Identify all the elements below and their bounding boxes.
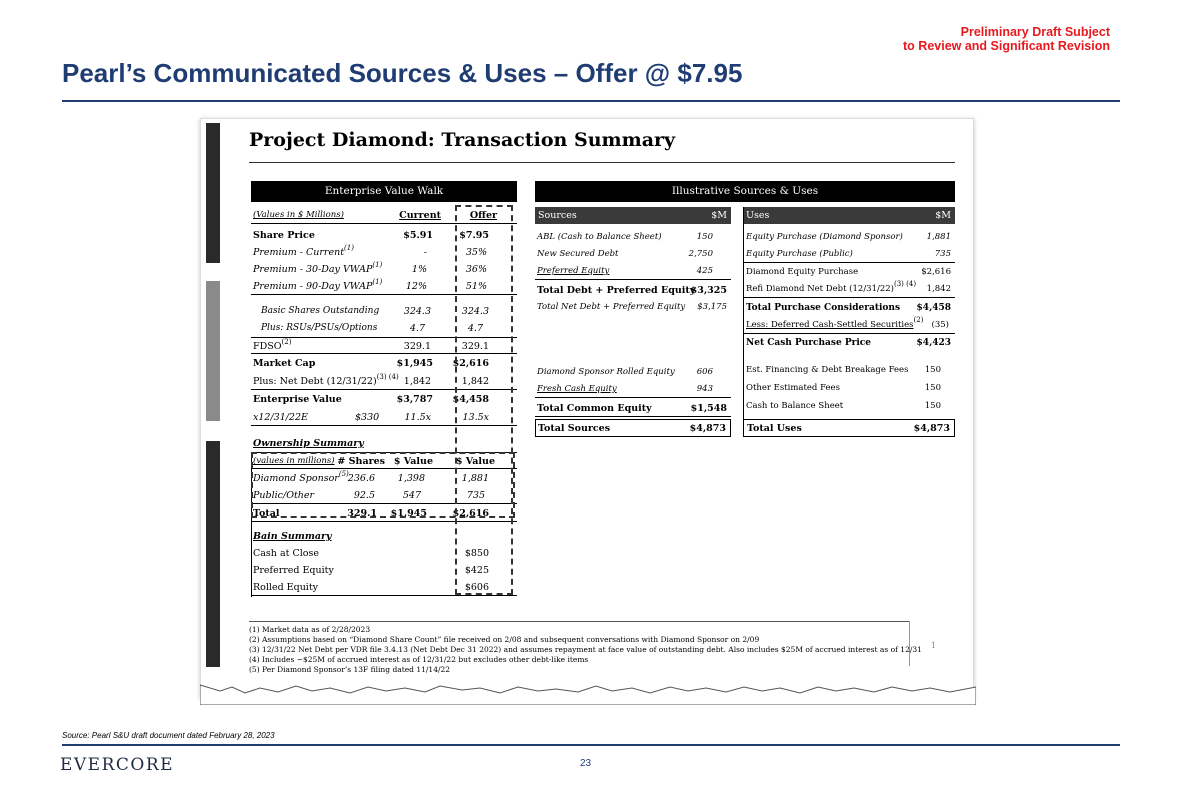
torn-edge	[200, 679, 976, 705]
net-cash-row	[743, 335, 955, 352]
row-offer: 51%	[465, 281, 487, 292]
source-note: Source: Pearl S&U draft document dated February 28, 2023	[62, 731, 275, 740]
row-value: $4,873	[689, 423, 726, 434]
row-current: 1,842	[403, 376, 431, 387]
row-offer: $4,458	[452, 394, 489, 405]
row-value: 943	[696, 384, 713, 394]
row-shares: 92.5	[353, 490, 375, 501]
use-row	[743, 229, 955, 246]
footer-divider	[62, 744, 1120, 746]
total-common-equity-row	[535, 400, 731, 417]
source-row	[535, 229, 731, 246]
row-label: Total	[253, 508, 280, 519]
footnote-ref: (1)	[344, 244, 354, 252]
row-label: Enterprise Value	[253, 394, 342, 405]
row-label: Less: Deferred Cash-Settled Securities	[746, 320, 914, 330]
use-row	[743, 281, 955, 298]
row-value: 1,881	[926, 232, 951, 242]
total-sources-box	[535, 419, 731, 437]
footnote-ref: (3) (4)	[894, 280, 917, 288]
row-label: Net Cash Purchase Price	[746, 338, 871, 348]
doc-page-number: 1	[931, 641, 937, 650]
row-offer: $2,616	[452, 358, 489, 369]
row-current: 329.1	[403, 341, 431, 352]
row-current: $5.91	[403, 230, 433, 241]
footnotes	[249, 625, 922, 675]
row-value: $3,175	[697, 302, 727, 312]
ownership-title: Ownership Summary	[253, 438, 364, 449]
row-offer: 324.3	[461, 306, 489, 317]
page-number: 23	[580, 758, 592, 769]
source-row	[535, 263, 731, 280]
uses-label: Uses	[746, 210, 770, 221]
row-current: 12%	[405, 281, 427, 292]
row-label: Total Net Debt + Preferred Equity	[537, 302, 686, 312]
row-value: $1,945	[390, 508, 427, 519]
row-current: 4.7	[409, 323, 425, 334]
row-value: 1,398	[397, 473, 425, 484]
row-current: 324.3	[403, 306, 431, 317]
footnote-ref: (1)	[372, 278, 383, 286]
footnote-ref: (5)	[338, 470, 349, 478]
row-value: $4,873	[913, 423, 950, 434]
row-label: Total Uses	[747, 423, 802, 434]
row-label: Diamond Sponsor Rolled Equity	[537, 367, 675, 377]
row-label: Premium - 30-Day VWAP	[253, 264, 373, 275]
row-offer: 329.1	[461, 341, 489, 352]
binder-bar	[206, 123, 220, 263]
footnote: (4) Includes ~$25M of accrued interest as of 12/31/22 but excludes other debt-like items	[249, 655, 589, 664]
sources-label: Sources	[538, 210, 577, 221]
col-label: (values in millions)	[253, 456, 335, 466]
row-label: Diamond Sponsor	[253, 473, 339, 484]
row-offer: 35%	[465, 247, 487, 258]
col-value-offer: $ Value	[455, 456, 495, 467]
col-current: Current	[399, 210, 441, 221]
total-net-debt-row	[535, 299, 731, 316]
row-label: Plus: RSUs/PSUs/Options	[261, 323, 378, 333]
row-value: 735	[934, 249, 951, 259]
row-label: Equity Purchase (Public)	[746, 249, 853, 259]
equity-row	[535, 381, 731, 398]
total-purchase-row	[743, 300, 955, 317]
row-label: Other Estimated Fees	[746, 383, 840, 393]
sources-table	[535, 227, 731, 437]
row-label: x12/31/22E	[253, 412, 308, 423]
unit-label: $M	[935, 210, 951, 221]
use-row	[743, 246, 955, 263]
row-value: 1,842	[926, 284, 951, 294]
title-divider	[62, 100, 1120, 102]
draft-notice	[903, 25, 1110, 53]
row-value: 150	[924, 365, 941, 375]
row-label: Preferred Equity	[253, 565, 334, 576]
row-value: 425	[696, 266, 713, 276]
row-label: Total Common Equity	[537, 403, 652, 414]
col-shares: # Shares	[337, 456, 385, 467]
footnote: (1) Market data as of 2/28/2023	[249, 625, 371, 634]
col-offer: Offer	[469, 210, 497, 221]
row-offer: 735	[466, 490, 485, 501]
footnote-ref: (2)	[281, 338, 292, 346]
equity-row	[535, 364, 731, 381]
row-value: 2,750	[688, 249, 713, 259]
row-value: $4,458	[916, 303, 951, 313]
evercore-logo: EVERCORE	[60, 755, 175, 775]
row-offer: 4.7	[467, 323, 483, 334]
row-current: -	[423, 247, 427, 258]
document-excerpt	[200, 118, 974, 698]
row-current: $3,787	[396, 394, 433, 405]
total-uses-row	[744, 420, 954, 437]
row-label: FDSO	[253, 341, 282, 352]
footnote: (3) 12/31/22 Net Debt per VDR file 3.4.13 (Net Debt Dec 31 2022) and assumes repayment at face value of outstanding debt. Also includes $25M of accrued interest as of 12/31	[249, 645, 922, 654]
row-label: Refi Diamond Net Debt (12/31/22)	[746, 284, 894, 294]
row-offer: 36%	[465, 264, 487, 275]
row-value: $1,548	[690, 403, 727, 414]
row-label: Fresh Cash Equity	[537, 384, 617, 394]
row-value: $425	[464, 565, 489, 576]
unit-label: $M	[711, 210, 727, 221]
ownership-highlight	[251, 452, 515, 518]
row-label: Cash at Close	[253, 548, 319, 559]
row-value: $2,616	[921, 267, 951, 277]
row-offer: 13.5x	[462, 412, 489, 423]
row-label: Market Cap	[253, 358, 316, 369]
row-label: Share Price	[253, 230, 315, 241]
row-label: Est. Financing & Debt Breakage Fees	[746, 365, 909, 375]
row-offer: $7.95	[459, 230, 489, 241]
footnote: (2) Assumptions based on “Diamond Share Count” file received on 2/08 and subsequent conversations with Diamond Sponsor on 2/09	[249, 635, 760, 644]
sources-col-header	[535, 207, 731, 224]
row-value: 547	[402, 490, 421, 501]
row-label: ABL (Cash to Balance Sheet)	[537, 232, 662, 242]
footnote: (5) Per Diamond Sponsor’s 13F filing dated 11/14/22	[249, 665, 451, 674]
row-label: Premium - 90-Day VWAP	[253, 281, 373, 292]
row-label: New Secured Debt	[537, 249, 619, 259]
row-label: Rolled Equity	[253, 582, 319, 593]
fee-row	[743, 398, 955, 415]
row-label: Preferred Equity	[537, 266, 610, 276]
su-header: Illustrative Sources & Uses	[535, 181, 955, 202]
use-row	[743, 264, 955, 281]
row-ebitda: $330	[355, 412, 380, 423]
doc-title-rule	[249, 162, 955, 163]
total-debt-row	[535, 282, 731, 299]
col-value: $ Value	[393, 456, 433, 467]
doc-title: Project Diamond: Transaction Summary	[249, 129, 676, 151]
row-label: Premium - Current	[253, 247, 345, 258]
row-offer: 1,842	[461, 376, 489, 387]
slide-title: Pearl’s Communicated Sources & Uses – Offer @ $7.95	[62, 58, 743, 88]
source-row	[535, 246, 731, 263]
row-label: Diamond Equity Purchase	[746, 267, 859, 277]
bain-title: Bain Summary	[253, 531, 332, 542]
row-shares: 329.1	[347, 508, 377, 519]
footnote-ref: (1)	[372, 261, 383, 269]
row-label: Total Purchase Considerations	[746, 303, 901, 313]
row-value: $850	[464, 548, 489, 559]
row-shares: 236.6	[347, 473, 375, 484]
row-value: 606	[696, 367, 713, 377]
row-value: 150	[696, 232, 713, 242]
row-label: Total Debt + Preferred Equity	[537, 285, 696, 296]
row-value: $4,423	[916, 338, 951, 348]
row-value: 150	[924, 383, 941, 393]
binder-bar	[206, 441, 220, 667]
row-value: (35)	[931, 320, 949, 330]
row-value: $606	[464, 582, 489, 593]
row-offer: $2,616	[452, 508, 489, 519]
total-sources-row	[536, 420, 730, 437]
total-uses-box	[743, 419, 955, 437]
row-label: Plus: Net Debt (12/31/22)	[253, 376, 377, 387]
fee-row	[743, 362, 955, 379]
footnote-ref: (2)	[913, 316, 924, 324]
row-label: Cash to Balance Sheet	[746, 401, 844, 411]
row-value: 150	[924, 401, 941, 411]
uses-table	[743, 227, 955, 437]
uses-col-header	[743, 207, 955, 224]
row-label: Basic Shares Outstanding	[261, 306, 380, 316]
row-label: Total Sources	[538, 423, 611, 434]
draft-line-1: Preliminary Draft Subject	[960, 25, 1110, 39]
offer-column-highlight	[455, 205, 513, 595]
row-current: 1%	[411, 264, 427, 275]
row-current: $1,945	[396, 358, 433, 369]
footnote-divider	[249, 621, 909, 622]
draft-line-2: to Review and Significant Revision	[903, 39, 1110, 53]
col-label: (Values in $ Millions)	[253, 210, 344, 220]
row-label: Equity Purchase (Diamond Sponsor)	[746, 232, 903, 242]
less-deferred-row	[743, 317, 955, 334]
fee-row	[743, 380, 955, 397]
binder-bar	[206, 281, 220, 421]
row-value: $3,325	[690, 285, 727, 296]
row-current: 11.5x	[404, 412, 431, 423]
row-offer: 1,881	[461, 473, 489, 484]
row-label: Public/Other	[253, 490, 315, 501]
footnote-ref: (3) (4)	[376, 373, 399, 381]
ev-walk-header: Enterprise Value Walk	[251, 181, 517, 202]
